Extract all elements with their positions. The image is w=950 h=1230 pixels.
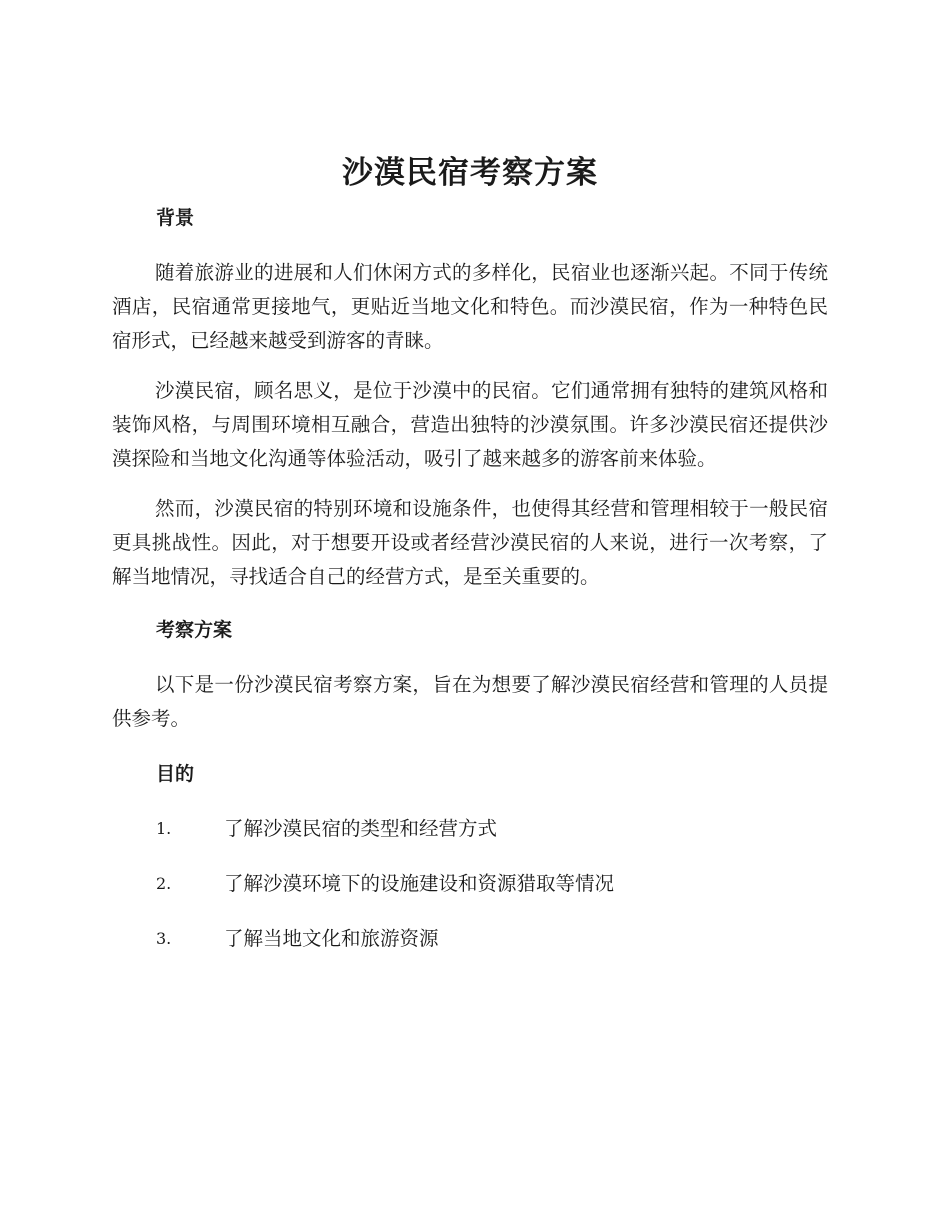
list-item-text: 了解当地文化和旅游资源 (224, 927, 439, 950)
list-item-number: 2. (156, 874, 172, 893)
section-heading-purpose: 目的 (156, 763, 195, 785)
list-item-text: 了解沙漠环境下的设施建设和资源猎取等情况 (224, 872, 615, 895)
list-item (112, 922, 828, 956)
document-title: 沙漠民宿考察方案 (342, 155, 598, 191)
background-paragraph-3: 然而，沙漠民宿的特别环境和设施条件，也使得其经营和管理相较于一般民宿更具挑战性。因此，对于想要开设或者经营沙漠民宿的人来说，进行一次考察，了解当地情况，寻找适合自己的经营方式，是至关重要的。 (112, 497, 828, 588)
list-item (112, 867, 828, 901)
document-page (112, 150, 828, 956)
plan-paragraph-1: 以下是一份沙漠民宿考察方案，旨在为想要了解沙漠民宿经营和管理的人员提供参考。 (112, 673, 828, 730)
list-item-text: 了解沙漠民宿的类型和经营方式 (224, 817, 498, 840)
section-heading-background: 背景 (156, 207, 195, 229)
list-item-number: 3. (156, 929, 172, 948)
background-paragraph-1: 随着旅游业的进展和人们休闲方式的多样化，民宿业也逐渐兴起。不同于传统酒店，民宿通常更接地气，更贴近当地文化和特色。而沙漠民宿，作为一种特色民宿形式，已经越来越受到游客的青睐。 (112, 261, 828, 352)
list-item-number: 1. (156, 819, 172, 838)
section-heading-plan: 考察方案 (156, 619, 233, 641)
purpose-list (112, 812, 828, 956)
list-item (112, 812, 828, 846)
background-paragraph-2: 沙漠民宿，顾名思义，是位于沙漠中的民宿。它们通常拥有独特的建筑风格和装饰风格，与周围环境相互融合，营造出独特的沙漠氛围。许多沙漠民宿还提供沙漠探险和当地文化沟通等体验活动，吸引了越来越多的游客前来体验。 (112, 379, 828, 470)
